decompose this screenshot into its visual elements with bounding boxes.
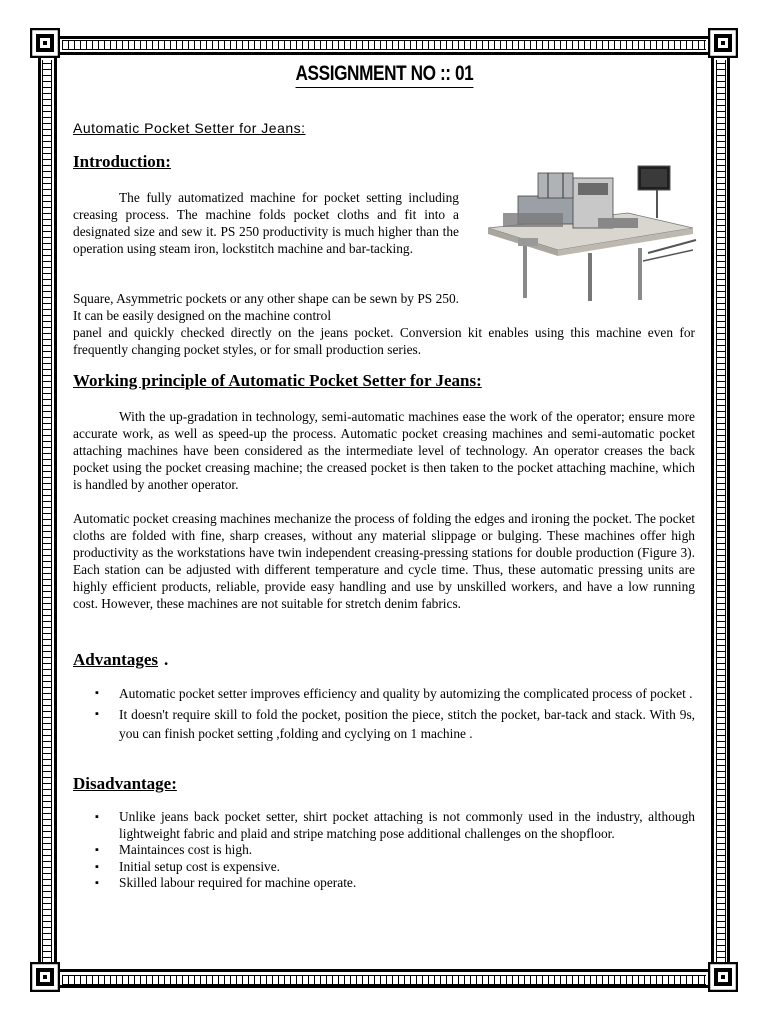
page-border-ladder-bottom — [62, 975, 706, 985]
list-item: ▪ It doesn't require skill to fold the pocket, position the piece, stitch the pocket, bar-tack and stack. With 9s, you can finish pocket setting ,folding and cyclying on 1 machine . — [95, 705, 695, 743]
page-border-ladder-top — [62, 40, 706, 50]
introduction-heading: Introduction: — [73, 152, 171, 171]
working-principle-paragraph-1: With the up-gradation in technology, semi-automatic machines ease the work of the operator; ensure more accurate work, as well as speed-up the process. Automatic pocket creasing machines and semi-automatic pocket attaching machines have been considered as the intermediate level of technology. An operator creases the back pocket using the pocket creasing machine; the creased pocket is then taken to the pocket attaching machine, which is handled by another operator. — [73, 409, 695, 492]
corner-ornament-top-right — [708, 28, 738, 58]
assignment-title: ASSIGNMENT NO :: 01 — [73, 62, 695, 88]
introduction-paragraph-1: The fully automatized machine for pocket setting including creasing process. The machine folds pocket cloths and fit into a designated size and sew it. PS 250 productivity is much higher than the operation using steam iron, lockstitch machine and bar-tacking. — [73, 190, 459, 256]
list-item: ▪ Automatic pocket setter improves efficiency and quality by automizing the complicated process of pocket . — [95, 684, 695, 703]
page-border-ladder-left — [42, 60, 52, 964]
corner-ornament-top-left — [30, 28, 60, 58]
advantages-heading: Advantages — [73, 650, 159, 669]
working-principle-paragraph-2: Automatic pocket creasing machines mechanize the process of folding the edges and ironing the pocket. The pocket cloths are folded with fine, sharp creases, without any material slippage or bulging. These machines offer high productivity as the workstations have twin independent creasing-pressing stations for double production (Figure 3). Each station can be adjusted with different temperature and cycle time. Thus, these automatic pressing units are highly efficient products, reliable, provide easy handling and use by unskilled workers, and have a low running cost. However, these machines are not suitable for stretch denim fabrics. — [73, 511, 695, 611]
introduction-paragraph-2a: Square, Asymmetric pockets or any other shape can be sewn by PS 250. It can be easily designed on the machine control — [73, 291, 460, 323]
disadvantage-list — [95, 809, 695, 892]
list-item: ▪ Unlike jeans back pocket setter, shirt pocket attaching is not commonly used in the industry, although lightweight fabric and plaid and stripe matching pose additional challenges on the shopfloor. — [95, 809, 695, 842]
pocket-setter-machine-image — [478, 158, 698, 308]
advantages-list — [95, 684, 695, 745]
document-subtitle: Automatic Pocket Setter for Jeans: — [73, 120, 306, 136]
list-item: ▪ Initial setup cost is expensive. — [95, 859, 695, 876]
advantages-heading-period: . — [164, 650, 169, 669]
list-item: ▪ Maintainces cost is high. — [95, 842, 695, 859]
disadvantage-heading: Disadvantage: — [73, 774, 177, 793]
corner-ornament-bottom-right — [708, 962, 738, 992]
page-border-ladder-right — [716, 60, 726, 964]
introduction-paragraph-2b: panel and quickly checked directly on the jeans pocket. Conversion kit enables using this machine even for frequently changing pocket styles, or for small production series. — [73, 325, 695, 357]
corner-ornament-bottom-left — [30, 962, 60, 992]
working-principle-heading: Working principle of Automatic Pocket Setter for Jeans: — [73, 371, 482, 390]
list-item: ▪ Skilled labour required for machine operate. — [95, 875, 695, 892]
